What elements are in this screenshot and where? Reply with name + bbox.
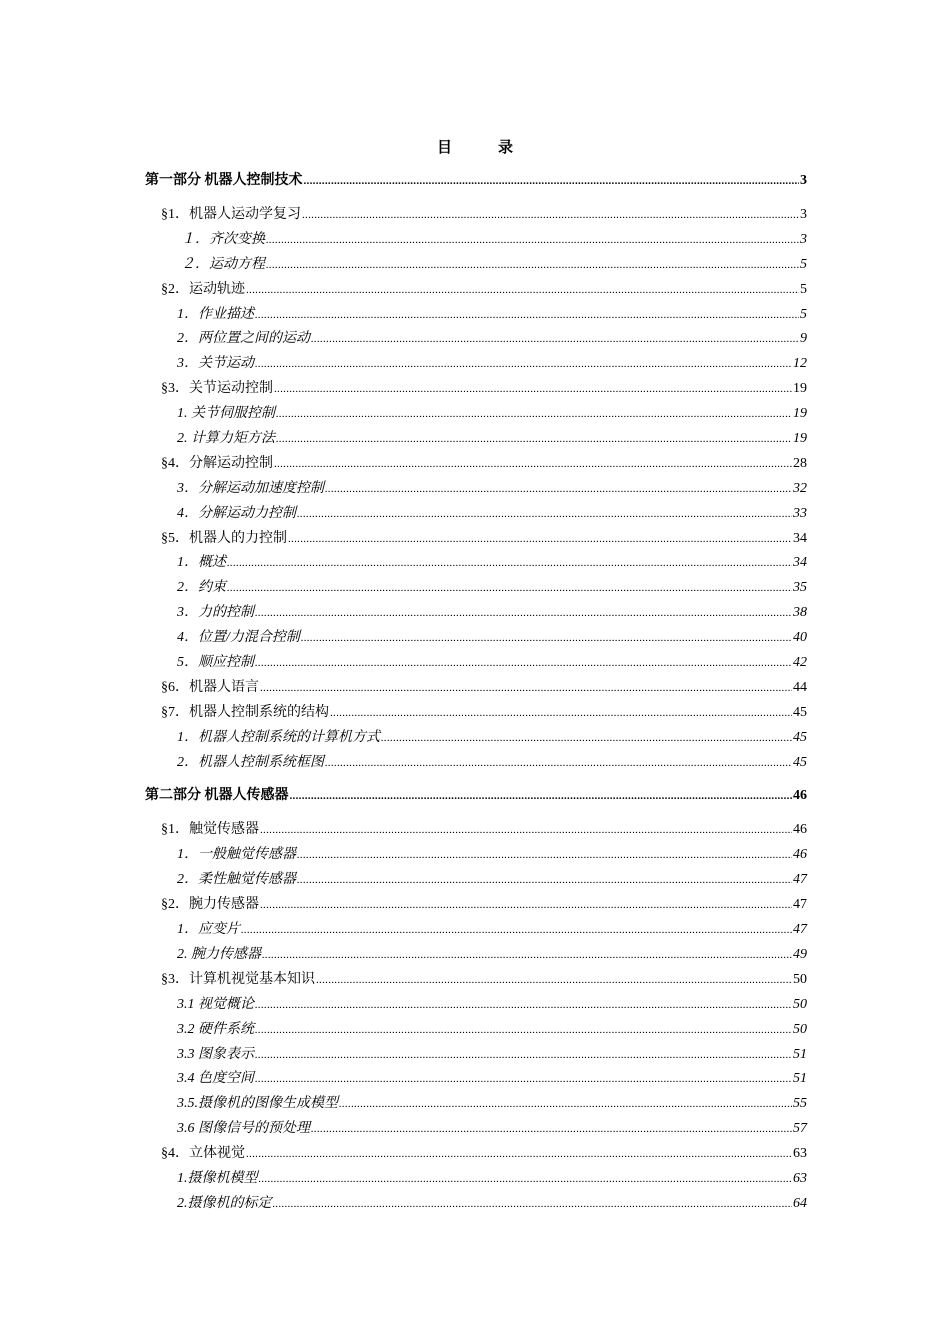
toc-entry-label: 3.2 硬件系统	[177, 1021, 254, 1037]
toc-page-number: 5	[800, 281, 807, 297]
toc-entry-label: §3．关节运动控制	[161, 381, 273, 397]
toc-entry-label: §7．机器人控制系统的结构	[161, 704, 329, 720]
toc-dot-leader	[255, 993, 792, 1018]
toc-subsection-entry[interactable]	[145, 918, 807, 943]
title-char-2: 录	[498, 140, 514, 156]
toc-page-number: 12	[793, 356, 807, 372]
toc-subsection-entry[interactable]	[145, 303, 807, 328]
toc-entry-label: 1．概述	[177, 555, 226, 571]
toc-section-entry[interactable]	[145, 818, 807, 843]
toc-entry-label: 2. 计算力矩方法	[177, 431, 275, 447]
toc-dot-leader	[246, 1142, 792, 1167]
toc-entry-label: 第一部分 机器人控制技术	[145, 173, 303, 188]
toc-subsection-entry[interactable]	[145, 993, 807, 1018]
toc-subsection-entry[interactable]	[145, 943, 807, 968]
toc-subsection-entry[interactable]	[145, 1167, 807, 1192]
toc-dot-leader	[262, 943, 792, 968]
toc-entry-label: 2．柔性触觉传感器	[177, 872, 296, 888]
toc-page-number: 9	[800, 331, 807, 347]
toc-part-entry[interactable]	[145, 168, 807, 194]
toc-page-number: 64	[793, 1195, 807, 1211]
toc-dot-leader	[266, 253, 799, 278]
toc-page-number: 35	[793, 580, 807, 596]
toc-page-number: 45	[793, 729, 807, 745]
toc-subsection-entry[interactable]	[145, 601, 807, 626]
toc-dot-leader	[297, 868, 792, 893]
toc-page-number: 51	[793, 1046, 807, 1062]
toc-page-number: 63	[793, 1170, 807, 1186]
toc-dot-leader	[381, 726, 792, 751]
toc-dot-leader	[260, 676, 792, 701]
toc-subsection-entry[interactable]	[145, 228, 807, 253]
toc-page-number: 19	[793, 381, 807, 397]
page-title	[0, 136, 950, 157]
toc-section-entry[interactable]	[145, 452, 807, 477]
toc-dot-leader	[302, 203, 799, 228]
title-char-1: 目	[436, 140, 452, 156]
toc-section-entry[interactable]	[145, 1142, 807, 1167]
toc-section-entry[interactable]	[145, 278, 807, 303]
toc-entry-label: 3.4 色度空间	[177, 1071, 254, 1087]
toc-entry-label: 2．机器人控制系统框图	[177, 754, 324, 770]
toc-entry-label: 1. 关节伺服控制	[177, 406, 275, 422]
toc-subsection-entry[interactable]	[145, 726, 807, 751]
toc-subsection-entry[interactable]	[145, 502, 807, 527]
toc-dot-leader	[266, 228, 799, 253]
toc-page-number: 63	[793, 1146, 807, 1162]
toc-entry-label: §2．腕力传感器	[161, 897, 259, 913]
toc-subsection-entry[interactable]	[145, 1067, 807, 1092]
toc-dot-leader	[304, 168, 800, 193]
toc-subsection-entry[interactable]	[145, 1043, 807, 1068]
toc-subsection-entry[interactable]	[145, 427, 807, 452]
toc-entry-label: 3.1 视觉概论	[177, 996, 254, 1012]
toc-entry-label: 1.摄像机模型	[177, 1170, 258, 1186]
toc-entry-label: §4．分解运动控制	[161, 455, 273, 471]
toc-page-number: 33	[793, 505, 807, 521]
toc-subsection-entry[interactable]	[145, 352, 807, 377]
toc-page-number: 34	[793, 530, 807, 546]
toc-dot-leader	[288, 527, 792, 552]
toc-dot-leader	[325, 751, 792, 776]
toc-subsection-entry[interactable]	[145, 751, 807, 776]
toc-dot-leader	[274, 377, 792, 402]
toc-entry-label: 3.5.摄像机的图像生成模型	[177, 1096, 338, 1112]
toc-entry-label: 1．机器人控制系统的计算机方式	[177, 729, 380, 745]
toc-subsection-entry[interactable]	[145, 1117, 807, 1142]
toc-section-entry[interactable]	[145, 968, 807, 993]
toc-dot-leader	[260, 893, 792, 918]
toc-page-number: 57	[793, 1121, 807, 1137]
toc-dot-leader	[316, 968, 792, 993]
toc-entry-label: 1．作业描述	[177, 306, 254, 322]
toc-page-number: 50	[793, 996, 807, 1012]
toc-page-number: 19	[793, 406, 807, 422]
toc-entry-label: ２．运动方程	[181, 256, 265, 272]
toc-entry-label: §3．计算机视觉基本知识	[161, 971, 315, 987]
toc-dot-leader	[297, 502, 792, 527]
toc-dot-leader	[274, 452, 792, 477]
toc-entry-label: 5．顺应控制	[177, 655, 254, 671]
toc-dot-leader	[259, 1167, 793, 1192]
toc-entry-label: §2．运动轨迹	[161, 281, 245, 297]
toc-dot-leader	[311, 327, 799, 352]
toc-dot-leader	[246, 278, 799, 303]
toc-section-entry[interactable]	[145, 893, 807, 918]
toc-page-number: 28	[793, 455, 807, 471]
toc-dot-leader	[255, 601, 792, 626]
toc-page-number: 3	[800, 207, 807, 222]
toc-page-number: 47	[793, 897, 807, 913]
toc-page-number: 3	[800, 173, 807, 188]
toc-page-number: 19	[793, 431, 807, 447]
toc-subsection-entry[interactable]	[145, 1092, 807, 1117]
toc-entry-label: 1．应变片	[177, 922, 240, 938]
toc-subsection-entry[interactable]	[145, 843, 807, 868]
toc-dot-leader	[276, 427, 792, 452]
toc-dot-leader	[325, 477, 792, 502]
toc-page-number: 46	[793, 822, 807, 838]
toc-dot-leader	[273, 1192, 793, 1217]
toc-subsection-entry[interactable]	[145, 868, 807, 893]
toc-page-number: 3	[800, 231, 807, 247]
toc-section-entry[interactable]	[145, 377, 807, 402]
toc-section-entry[interactable]	[145, 701, 807, 726]
toc-subsection-entry[interactable]	[145, 327, 807, 352]
toc-entry-label: 3．力的控制	[177, 605, 254, 621]
toc-subsection-entry[interactable]	[145, 402, 807, 427]
toc-dot-leader	[241, 918, 792, 943]
toc-subsection-entry[interactable]	[145, 1192, 807, 1217]
toc-dot-leader	[255, 651, 792, 676]
toc-page-number: 47	[793, 922, 807, 938]
toc-page-number: 51	[793, 1071, 807, 1087]
toc-page-number: 46	[793, 847, 807, 863]
toc-page-number: 47	[793, 872, 807, 888]
toc-page-number: 45	[793, 704, 807, 720]
toc-entry-label: 第二部分 机器人传感器	[145, 788, 289, 804]
toc-page-number: 34	[793, 555, 807, 571]
toc-part-entry[interactable]	[145, 783, 807, 809]
toc-dot-leader	[311, 1117, 792, 1142]
toc-entry-label: §1．机器人运动学复习	[161, 207, 301, 222]
toc-dot-leader	[227, 551, 792, 576]
toc-entry-label: 2.摄像机的标定	[177, 1195, 272, 1211]
toc-subsection-entry[interactable]	[145, 551, 807, 576]
toc-page-number: 50	[793, 1021, 807, 1037]
toc-page-number: 5	[800, 306, 807, 322]
toc-subsection-entry[interactable]	[145, 477, 807, 502]
toc-dot-leader	[330, 701, 792, 726]
toc-page-number: 46	[793, 788, 807, 804]
toc-entry-label: 1．一般触觉传感器	[177, 847, 296, 863]
toc-subsection-entry[interactable]	[145, 253, 807, 278]
toc-page-number: 44	[793, 679, 807, 695]
toc-entry-label: 3.3 图象表示	[177, 1046, 254, 1062]
toc-page-number: 50	[793, 971, 807, 987]
toc-dot-leader	[301, 626, 792, 651]
toc-entry-label: 2．约束	[177, 580, 226, 596]
toc-entry-label: 4．位置/力混合控制	[177, 630, 300, 646]
toc-entry-label: §5．机器人的力控制	[161, 530, 287, 546]
toc-entry-label: １．齐次变换	[181, 231, 265, 247]
toc-page-number: 40	[793, 630, 807, 646]
toc-subsection-entry[interactable]	[145, 576, 807, 601]
toc-dot-leader	[255, 1043, 792, 1068]
toc-dot-leader	[227, 576, 792, 601]
toc-entry-label: 2. 腕力传感器	[177, 946, 261, 962]
toc-subsection-entry[interactable]	[145, 651, 807, 676]
toc-dot-leader	[255, 1018, 792, 1043]
toc-dot-leader	[260, 818, 792, 843]
table-of-contents	[145, 168, 807, 1217]
toc-section-entry[interactable]	[145, 203, 807, 228]
toc-section-entry[interactable]	[145, 527, 807, 552]
toc-page-number: 32	[793, 480, 807, 496]
toc-dot-leader	[339, 1092, 792, 1117]
toc-dot-leader	[255, 303, 799, 328]
toc-entry-label: §4．立体视觉	[161, 1146, 245, 1162]
toc-entry-label: 2．两位置之间的运动	[177, 331, 310, 347]
toc-entry-label: §1．触觉传感器	[161, 822, 259, 838]
toc-page-number: 49	[793, 946, 807, 962]
toc-dot-leader	[255, 352, 792, 377]
toc-subsection-entry[interactable]	[145, 626, 807, 651]
toc-section-entry[interactable]	[145, 676, 807, 701]
toc-dot-leader	[297, 843, 792, 868]
toc-dot-leader	[276, 402, 792, 427]
toc-entry-label: 4．分解运动力控制	[177, 505, 296, 521]
toc-page-number: 45	[793, 754, 807, 770]
toc-dot-leader	[290, 783, 793, 808]
toc-entry-label: §6．机器人语言	[161, 679, 259, 695]
toc-dot-leader	[255, 1067, 792, 1092]
toc-page-number: 55	[793, 1096, 807, 1112]
toc-entry-label: 3.6 图像信号的预处理	[177, 1121, 310, 1137]
toc-entry-label: 3．关节运动	[177, 356, 254, 372]
toc-page-number: 38	[793, 605, 807, 621]
toc-page-number: 5	[800, 256, 807, 272]
toc-subsection-entry[interactable]	[145, 1018, 807, 1043]
toc-entry-label: 3．分解运动加速度控制	[177, 480, 324, 496]
toc-page-number: 42	[793, 655, 807, 671]
